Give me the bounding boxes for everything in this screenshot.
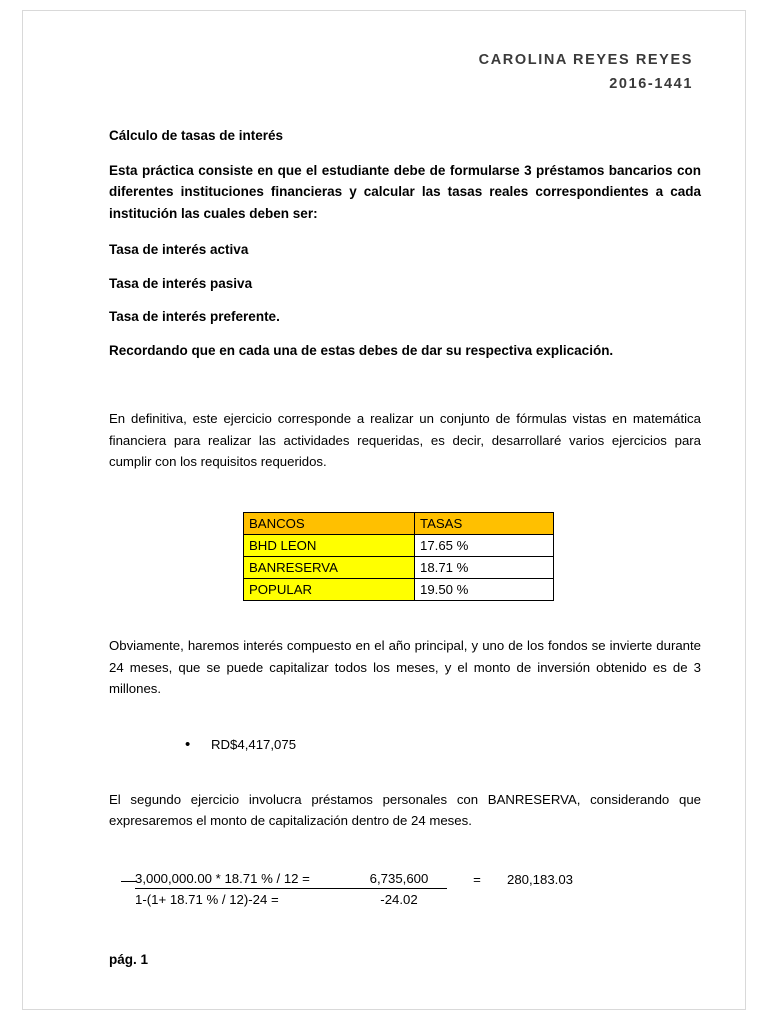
- spacer: [85, 601, 699, 635]
- author-name: CAROLINA REYES REYES: [478, 52, 693, 68]
- title-block: [109, 126, 699, 360]
- intro-paragraph: Esta práctica consiste en que el estudiante debe de formularse 3 préstamos bancarios con diferentes instituciones financieras y calcular las tasas reales correspondientes a cada institución las cuales deben ser:: [109, 162, 701, 222]
- formula-denominator: 1-(1+ 18.71 % / 12)-24 =: [135, 892, 279, 908]
- table-header-tasas: TASAS: [415, 513, 554, 535]
- spacer: [85, 700, 699, 734]
- paragraph-1: En definitiva, este ejercicio corresponde a realizar un conjunto de fórmulas vistas en matemática financiera para realizar las actividades requeridas, es decir, desarrollaré varios ejercicios para cumplir con los requisitos requeridos.: [109, 411, 701, 470]
- paragraph-2: Obviamente, haremos interés compuesto en el año principal, y uno de los fondos se invierte durante 24 meses, que se puede capitalizar todos los meses, y el monto de inversión obtenido es de 3 millones.: [109, 638, 701, 697]
- formula-equals: =: [473, 872, 481, 888]
- bank-name: BHD LEON: [244, 535, 415, 557]
- formula-block: [135, 865, 695, 916]
- bold-item-active-rate: Tasa de interés activa: [109, 242, 249, 258]
- spacer: [85, 755, 699, 789]
- bank-rate: 17.65 %: [415, 535, 554, 557]
- bullet-list: [177, 734, 699, 755]
- bank-rate: 19.50 %: [415, 579, 554, 601]
- list-item: • RD$4,417,075: [177, 734, 699, 755]
- bold-item-passive-rate: Tasa de interés pasiva: [109, 275, 253, 291]
- student-id: 2016-1441: [609, 76, 693, 93]
- bold-item-preferred-rate: Tasa de interés preferente.: [109, 309, 280, 325]
- formula-denominator-value: -24.02: [380, 892, 418, 908]
- paragraph-3: El segundo ejercicio involucra préstamos personales con BANRESERVA, considerando que expresaremos el monto de capitalización dentro de 24 meses.: [109, 791, 701, 829]
- formula-rule-extension: [121, 881, 137, 882]
- rates-table: [243, 512, 554, 601]
- formula-result: 280,183.03: [507, 872, 574, 888]
- bank-rate: 18.71 %: [415, 557, 554, 579]
- table-header-row: [244, 513, 554, 535]
- table-row: [244, 535, 554, 557]
- formula-denominator-row: [135, 889, 695, 916]
- bank-name: POPULAR: [244, 579, 415, 601]
- formula-numerator: 3,000,000.00 * 18.71 % / 12 =: [135, 871, 351, 889]
- bold-note: Recordando que en cada una de estas debes de dar su respectiva explicación.: [109, 342, 614, 358]
- table-row: [244, 579, 554, 601]
- document-page: [22, 10, 746, 1010]
- table-row: [244, 557, 554, 579]
- page-content: [23, 11, 745, 1009]
- document-header: [85, 49, 693, 96]
- table-header-bancos: BANCOS: [244, 513, 415, 535]
- formula-numerator-row: [135, 865, 695, 889]
- page-title: Cálculo de tasas de interés: [109, 127, 284, 143]
- formula-numerator-value: 6,735,600: [351, 871, 447, 889]
- spacer: [85, 374, 699, 408]
- page-footer: pág. 1: [109, 952, 149, 967]
- bank-name: BANRESERVA: [244, 557, 415, 579]
